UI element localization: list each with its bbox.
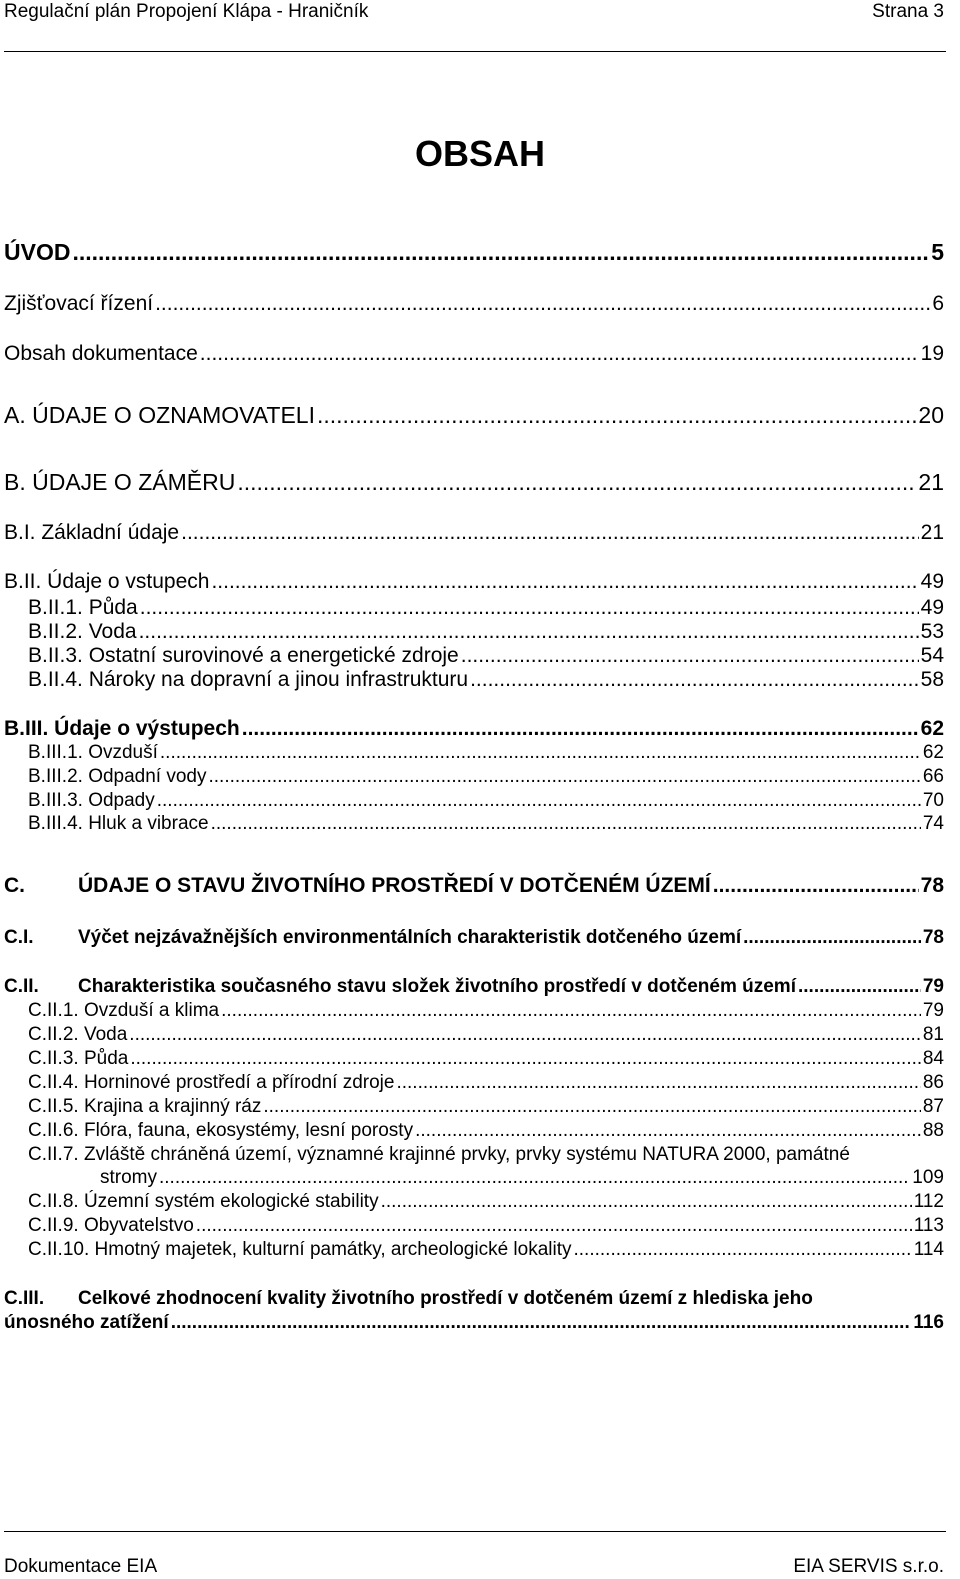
toc-entry[interactable]: C.II.9. Obyvatelstvo ..... 113 [28, 1214, 944, 1238]
toc-entry[interactable]: A. ÚDAJE O OZNAMOVATELI ..... 20 [4, 401, 944, 429]
toc-entry[interactable]: B.III.3. Odpady ..... 70 [28, 789, 944, 813]
toc-entry-first-line[interactable]: C.II.7. Zvláště chráněná území, významné krajinné prvky, prvky systému NATURA 2000, památné [28, 1144, 850, 1165]
footer-right: EIA SERVIS s.r.o. [793, 1556, 944, 1577]
page-header [4, 0, 946, 52]
toc-entry[interactable]: C.II.6. Flóra, fauna, ekosystémy, lesní porosty ..... 88 [28, 1119, 944, 1143]
toc-entry[interactable]: C.II.2. Voda ..... 81 [28, 1023, 944, 1047]
footer-left: Dokumentace EIA [4, 1556, 158, 1577]
toc-entry[interactable]: B. ÚDAJE O ZÁMĚRU ..... 21 [4, 468, 944, 496]
page-footer [4, 1531, 946, 1579]
toc-entry[interactable]: Zjišťovací řízení ..... 6 [4, 291, 944, 317]
toc-entry[interactable]: C.II.4. Horninové prostředí a přírodní zdroje ..... 86 [28, 1071, 944, 1095]
toc-entry[interactable]: C.II.8. Územní systém ekologické stability ..... 112 [28, 1190, 944, 1214]
toc-entry[interactable]: B.II.4. Nároky na dopravní a jinou infrastrukturu ..... 58 [28, 667, 944, 693]
toc-entry[interactable]: B.II.3. Ostatní surovinové a energetické zdroje ..... 54 [28, 643, 944, 669]
toc-entry[interactable]: ÚVOD ..... 5 [4, 238, 944, 266]
toc-entry[interactable]: B.III.1. Ovzduší ..... 62 [28, 741, 944, 765]
toc-entry[interactable]: B.II.1. Půda ..... 49 [28, 595, 944, 621]
toc-entry[interactable]: C.II. Charakteristika současného stavu složek životního prostředí v dotčeném území ..... 79 [4, 975, 944, 999]
toc-entry-first-line[interactable]: C.III. Celkové zhodnocení kvality životního prostředí v dotčeném území z hlediska jeho [4, 1288, 813, 1309]
toc-entry[interactable]: B.III.2. Odpadní vody ..... 66 [28, 765, 944, 789]
toc-entry-continuation[interactable]: stromy ..... 109 [100, 1166, 944, 1190]
toc-entry[interactable]: C. ÚDAJE O STAVU ŽIVOTNÍHO PROSTŘEDÍ V DOTČENÉM ÚZEMÍ ..... 78 [4, 873, 944, 899]
toc-entry-continuation[interactable]: únosného zatížení ..... 116 [4, 1311, 944, 1335]
toc-entry[interactable]: Obsah dokumentace ..... 19 [4, 341, 944, 367]
toc-entry[interactable]: C.II.1. Ovzduší a klima ..... 79 [28, 999, 944, 1023]
toc-entry[interactable]: C.I. Výčet nejzávažnějších environmentálních charakteristik dotčeného území ..... 78 [4, 926, 944, 950]
toc-entry[interactable]: C.II.10. Hmotný majetek, kulturní památky, archeologické lokality ..... 114 [28, 1238, 944, 1262]
toc-entry[interactable]: B.III. Údaje o výstupech ..... 62 [4, 716, 944, 742]
toc-entry[interactable]: B.III.4. Hluk a vibrace ..... 74 [28, 812, 944, 836]
toc-entry[interactable]: C.II.5. Krajina a krajinný ráz ..... 87 [28, 1095, 944, 1119]
page-title: OBSAH [414, 133, 545, 174]
header-title: Regulační plán Propojení Klápa - Hraničník [4, 1, 369, 22]
toc-entry[interactable]: B.I. Základní údaje ..... 21 [4, 520, 944, 546]
toc-entry[interactable]: B.II.2. Voda ..... 53 [28, 619, 944, 645]
header-page-number: Strana 3 [872, 1, 944, 22]
toc-entry[interactable]: C.II.3. Půda ..... 84 [28, 1047, 944, 1071]
toc-entry[interactable]: B.II. Údaje o vstupech ..... 49 [4, 569, 944, 595]
